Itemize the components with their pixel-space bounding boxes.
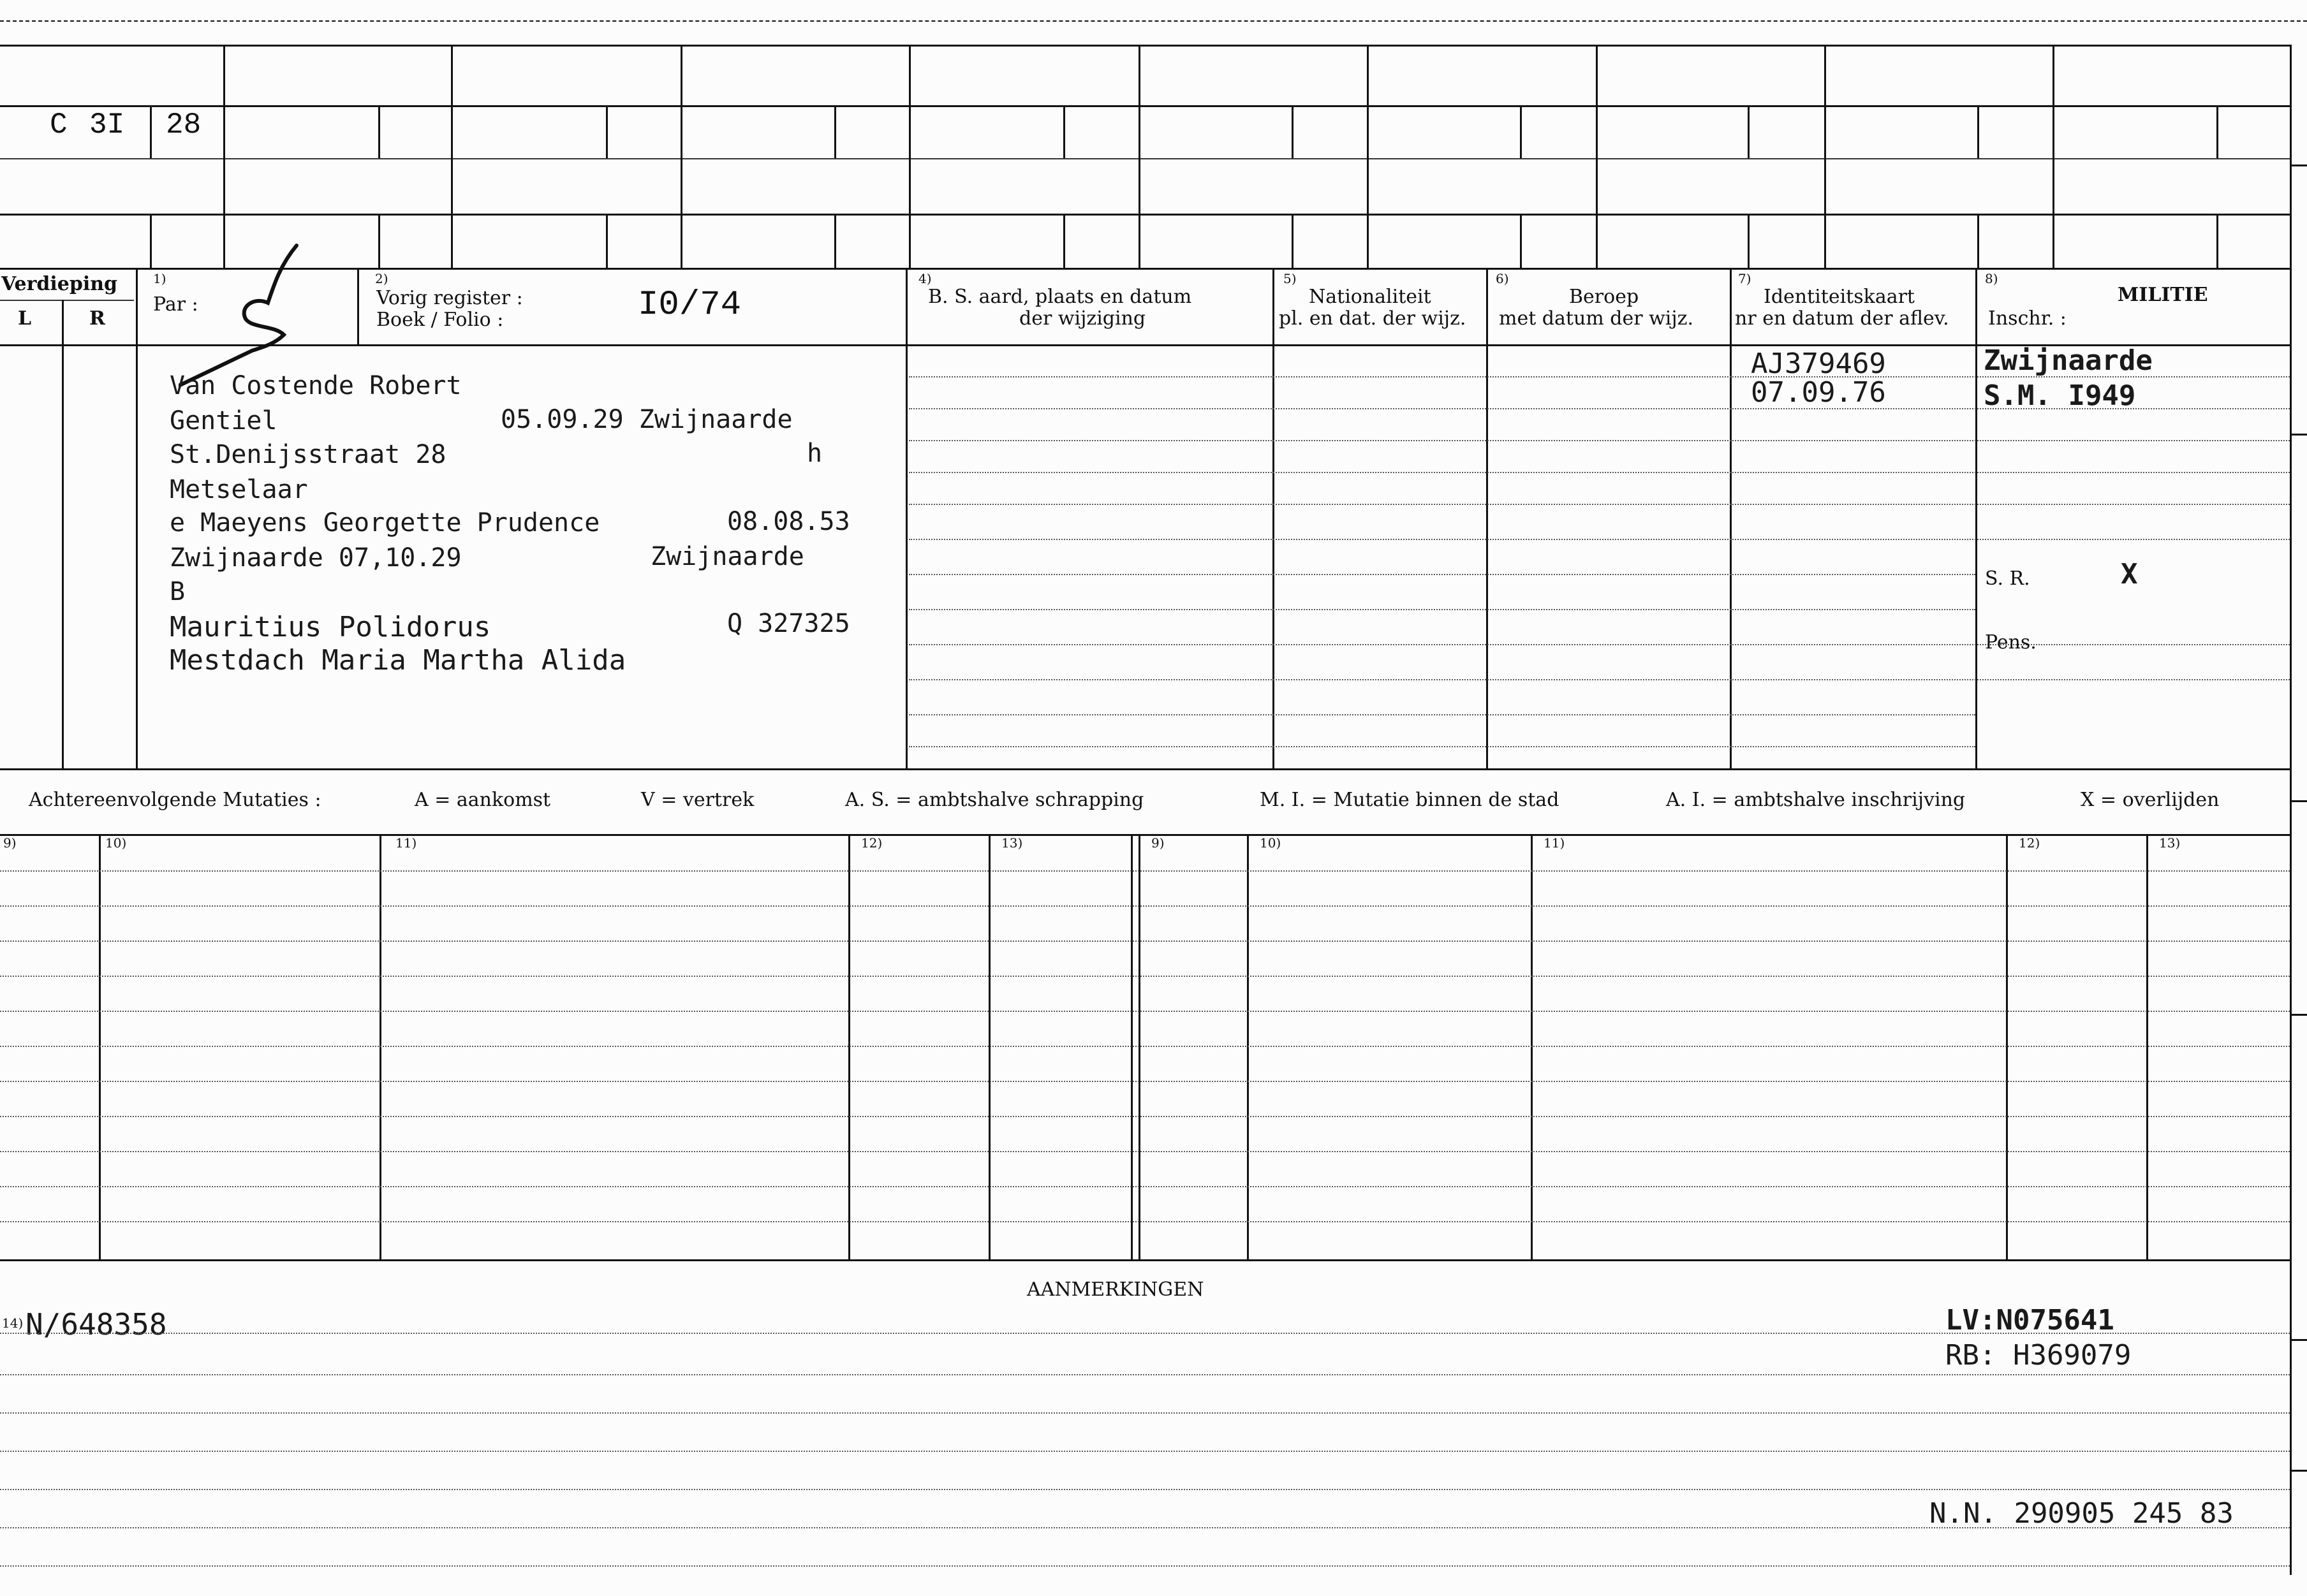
mut-row-line xyxy=(0,870,2290,872)
grid-vline xyxy=(150,214,152,268)
grid-vline xyxy=(150,105,152,158)
col-l-label: L xyxy=(18,307,32,330)
grid-vline xyxy=(1748,105,1750,158)
identiteitskaart-line2: nr en datum der aflev. xyxy=(1735,307,1949,330)
grid-line xyxy=(0,158,2290,159)
spouse-name: e Maeyens Georgette Prudence xyxy=(170,508,600,538)
remark-line xyxy=(0,1489,2290,1490)
remark-line xyxy=(0,1412,2290,1414)
grid-vline xyxy=(606,214,608,268)
col-divider xyxy=(906,268,908,768)
grid-vline xyxy=(2053,45,2054,268)
verdieping-lr-divider xyxy=(62,300,64,768)
grid-line xyxy=(0,105,2290,107)
edge-tick xyxy=(2290,800,2307,802)
remarks-nn-left: N/648358 xyxy=(26,1307,167,1342)
grid-vline xyxy=(1139,45,1140,268)
header-bottom-line xyxy=(0,344,2290,346)
grid-vline xyxy=(1596,45,1598,268)
col-divider xyxy=(1730,268,1732,768)
remarks-lv: LV:N075641 xyxy=(1945,1304,2114,1336)
remark-line xyxy=(0,1451,2290,1452)
mutations-bottom-line xyxy=(0,1259,2290,1261)
person-firstname: Gentiel xyxy=(170,406,277,436)
col2-number: 2) xyxy=(375,271,388,286)
legend-overlijden: X = overlijden xyxy=(2081,789,2220,811)
bs-header-line1: B. S. aard, plaats en datum xyxy=(928,286,1192,308)
legend-ambtshalve-schrapping: A. S. = ambtshalve schrapping xyxy=(845,789,1144,811)
card-code-number: 3I xyxy=(89,108,125,142)
remarks-number: 14) xyxy=(2,1315,24,1331)
grid-vline xyxy=(378,105,380,158)
grid-vline xyxy=(378,214,380,268)
father-name: Mauritius Polidorus xyxy=(170,611,491,643)
bs-header-line2: der wijziging xyxy=(1019,307,1146,330)
militie-sm: S.M. I949 xyxy=(1984,379,2136,412)
person-birth: 05.09.29 Zwijnaarde xyxy=(501,405,793,434)
grid-vline xyxy=(1520,105,1522,158)
mut-col-number: 13) xyxy=(1001,835,1023,851)
mutations-top-line xyxy=(0,834,2290,836)
militie-place: Zwijnaarde xyxy=(1984,344,2153,377)
edge-tick xyxy=(2290,165,2307,166)
mut-row-line xyxy=(0,1186,2290,1187)
data-row-line xyxy=(909,609,1975,610)
mut-col-number: 9) xyxy=(3,835,17,851)
vorig-register-value: I0/74 xyxy=(638,286,742,325)
col6-number: 6) xyxy=(1496,271,1509,286)
mut-row-line xyxy=(0,1046,2290,1047)
edge-tick xyxy=(2290,434,2307,436)
legend-mutatie-binnen: M. I. = Mutatie binnen de stad xyxy=(1260,789,1559,811)
id-card-date: 07.09.76 xyxy=(1751,376,1886,409)
legend-ambtshalve-inschrijving: A. I. = ambtshalve inschrijving xyxy=(1666,789,1966,811)
top-edge-line xyxy=(0,20,2307,22)
mut-row-line xyxy=(0,1221,2290,1222)
legend-vertrek: V = vertrek xyxy=(641,789,755,811)
remark-line xyxy=(0,1333,2290,1334)
mut-row-line xyxy=(0,1151,2290,1152)
grid-vline xyxy=(1367,45,1369,268)
grid-vline xyxy=(909,45,911,268)
card-code-letter: C xyxy=(50,108,68,142)
grid-vline xyxy=(1748,214,1750,268)
mut-col-number: 10) xyxy=(105,835,127,851)
data-row-line xyxy=(909,746,1975,747)
mut-row-line xyxy=(0,905,2290,907)
mut-row-line xyxy=(0,1116,2290,1117)
grid-vline xyxy=(1977,214,1979,268)
pens-label: Pens. xyxy=(1985,631,2037,654)
grid-line xyxy=(0,268,2290,270)
mut-col-number: 12) xyxy=(2019,835,2040,851)
grid-vline xyxy=(834,105,836,158)
mut-col-number: 12) xyxy=(861,835,883,851)
remark-line xyxy=(0,1527,2290,1528)
legend-title: Achtereenvolgende Mutaties : xyxy=(29,789,321,811)
data-row-line xyxy=(909,504,2290,505)
grid-vline xyxy=(2216,214,2218,268)
col7-number: 7) xyxy=(1738,271,1751,286)
par-label: Par : xyxy=(153,293,198,316)
grid-vline xyxy=(1292,214,1294,268)
edge-tick xyxy=(2290,1339,2307,1341)
remark-line xyxy=(0,1565,2290,1567)
grid-vline xyxy=(606,105,608,158)
grid-vline xyxy=(223,45,225,268)
col8-number: 8) xyxy=(1985,271,1998,286)
mut-col-number: 13) xyxy=(2159,835,2181,851)
data-row-line xyxy=(909,574,1975,575)
spouse-birth: Zwijnaarde 07,10.29 xyxy=(170,543,462,573)
col-divider xyxy=(136,268,138,768)
beroep-line2: met datum der wijz. xyxy=(1499,307,1693,330)
mut-row-line xyxy=(0,1081,2290,1082)
identiteitskaart-line1: Identiteitskaart xyxy=(1764,286,1915,308)
col5-number: 5) xyxy=(1283,271,1297,286)
verdieping-line xyxy=(0,300,134,301)
data-row-line xyxy=(909,644,2290,645)
card-code-page: 28 xyxy=(166,108,202,142)
data-row-line xyxy=(909,539,2290,540)
nationaliteit-line2: pl. en dat. der wijz. xyxy=(1279,307,1466,330)
data-row-line xyxy=(909,714,1975,715)
grid-vline xyxy=(451,45,453,268)
mut-row-line xyxy=(0,976,2290,977)
beroep-line1: Beroep xyxy=(1569,286,1639,308)
person-status: B xyxy=(170,577,186,606)
grid-vline xyxy=(1977,105,1979,158)
spouse-birthplace: Zwijnaarde xyxy=(651,542,804,571)
mut-col-number: 11) xyxy=(395,835,417,851)
vorig-register-label: Vorig register : xyxy=(376,287,523,309)
data-row-line xyxy=(909,440,2290,441)
marriage-date: 08.08.53 xyxy=(727,507,850,536)
remarks-title: AANMERKINGEN xyxy=(1027,1278,1204,1301)
nationaliteit-line1: Nationaliteit xyxy=(1309,286,1431,308)
grid-vline xyxy=(1520,214,1522,268)
mother-name: Mestdach Maria Martha Alida xyxy=(170,644,626,677)
person-name: Van Costende Robert xyxy=(170,371,462,400)
person-household-mark: h xyxy=(807,439,823,468)
col-divider xyxy=(357,268,359,344)
grid-vline xyxy=(2290,45,2292,1575)
sr-label: S. R. xyxy=(1985,567,2030,590)
data-bottom-line xyxy=(0,768,2290,770)
col-divider xyxy=(1486,268,1488,768)
id-card-number: AJ379469 xyxy=(1751,348,1886,380)
mut-row-line xyxy=(0,1011,2290,1012)
grid-line xyxy=(0,214,2290,216)
grid-vline xyxy=(834,214,836,268)
grid-vline xyxy=(2216,105,2218,158)
mut-col-number: 10) xyxy=(1260,835,1281,851)
grid-vline xyxy=(1063,214,1065,268)
mut-row-line xyxy=(0,941,2290,942)
legend-aankomst: A = aankomst xyxy=(415,789,551,811)
remark-line xyxy=(0,1374,2290,1375)
verdieping-label: Verdieping xyxy=(1,273,118,295)
person-address: St.Denijsstraat 28 xyxy=(170,440,446,469)
col-divider xyxy=(1975,268,1977,768)
data-row-line xyxy=(909,472,2290,473)
father-id: Q 327325 xyxy=(727,609,850,638)
sr-value: X xyxy=(2121,558,2138,590)
inschr-label: Inschr. : xyxy=(1988,307,2067,330)
boek-folio-label: Boek / Folio : xyxy=(376,309,504,331)
grid-vline xyxy=(1292,105,1294,158)
edge-tick xyxy=(2290,1470,2307,1472)
remarks-nn: N.N. 290905 245 83 xyxy=(1929,1497,2234,1530)
remarks-rb: RB: H369079 xyxy=(1945,1339,2132,1372)
mut-col-number: 11) xyxy=(1544,835,1565,851)
col4-number: 4) xyxy=(918,271,932,286)
grid-vline xyxy=(1063,105,1065,158)
person-profession: Metselaar xyxy=(170,475,308,504)
data-row-line xyxy=(909,679,2290,680)
militie-title: MILITIE xyxy=(2118,284,2208,306)
grid-vline xyxy=(1824,45,1826,268)
mut-col-number: 9) xyxy=(1151,835,1165,851)
grid-line xyxy=(0,45,2290,47)
col-divider xyxy=(1272,268,1274,768)
col-r-label: R xyxy=(89,307,105,330)
edge-tick xyxy=(2290,1014,2307,1016)
grid-vline xyxy=(681,45,682,268)
col1-number: 1) xyxy=(153,271,166,286)
